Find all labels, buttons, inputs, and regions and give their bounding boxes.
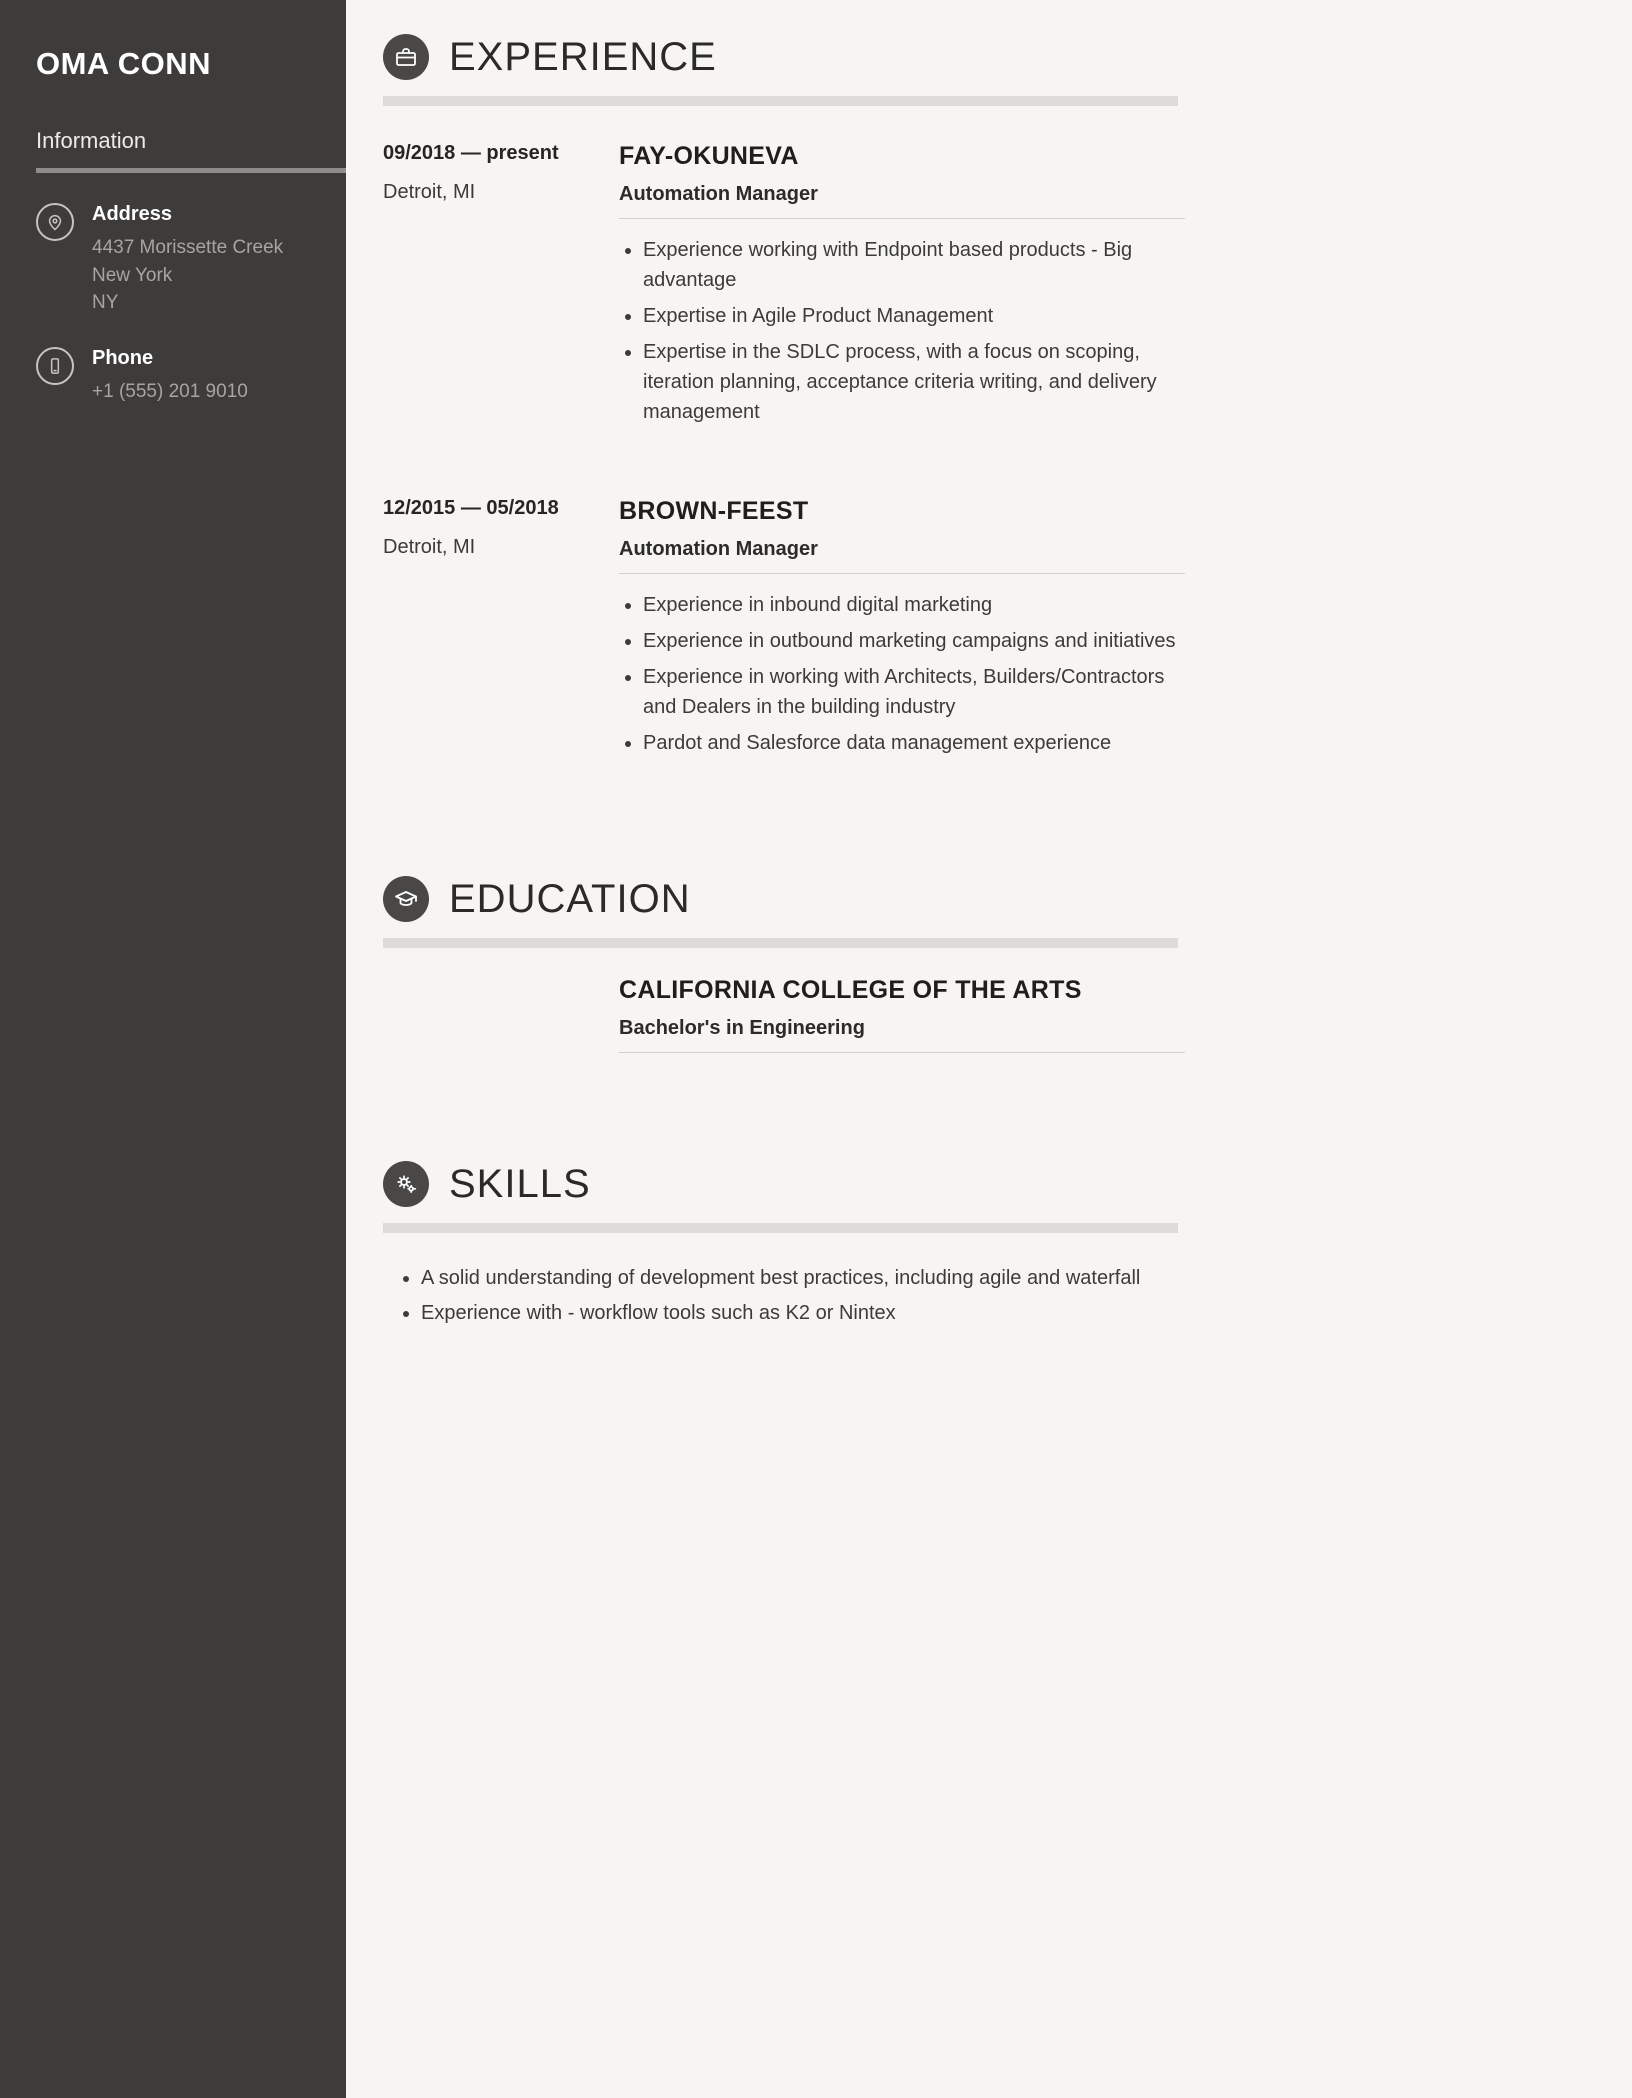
- degree: Bachelor's in Engineering: [619, 1017, 1185, 1053]
- phone-block: [36, 347, 346, 406]
- experience-entry: [383, 497, 1185, 764]
- sidebar: [0, 0, 346, 2098]
- experience-header: [383, 34, 1632, 80]
- job-title: Automation Manager: [619, 538, 1185, 574]
- person-name: OMA CONN: [36, 46, 212, 81]
- entry-details: [619, 142, 1185, 433]
- location-pin-icon: [36, 203, 74, 241]
- address-block: [36, 203, 346, 317]
- experience-entry: [383, 142, 1185, 433]
- entry-meta: [383, 142, 619, 433]
- skills-section: [383, 1161, 1632, 1329]
- bullet-item: • Experience in working with Architects, Builders/Contractors and Dealers in the building industry: [643, 662, 1185, 722]
- mobile-phone-icon: [36, 347, 74, 385]
- bullet-item: • A solid understanding of development best practices, including agile and waterfall: [421, 1263, 1153, 1294]
- phone-label: Phone: [92, 346, 154, 369]
- resume-main: [346, 0, 1632, 2098]
- address-text: [92, 203, 283, 317]
- bullet-item: • Experience working with Endpoint based products - Big advantage: [643, 235, 1185, 295]
- address-line: NY: [92, 292, 119, 314]
- education-header: [383, 876, 1632, 922]
- skills-title: SKILLS: [449, 1161, 591, 1206]
- skills-bullet-list: [383, 1263, 1153, 1329]
- briefcase-icon: [383, 34, 429, 80]
- education-title: EDUCATION: [449, 876, 691, 921]
- entry-meta: [383, 976, 619, 1053]
- phone-value: +1 (555) 201 9010: [92, 380, 248, 402]
- school-name: CALIFORNIA COLLEGE OF THE ARTS: [619, 976, 1082, 1004]
- entry-details: [619, 976, 1185, 1053]
- experience-title: EXPERIENCE: [449, 34, 717, 79]
- education-entry: [383, 976, 1185, 1053]
- address-line: 4437 Morissette Creek: [92, 237, 284, 258]
- information-divider: [36, 168, 346, 173]
- entry-dates: 09/2018 — present: [383, 142, 559, 164]
- bullet-item: • Experience in outbound marketing campaigns and initiatives: [643, 626, 1185, 656]
- company-name: BROWN-FEEST: [619, 497, 809, 525]
- education-divider-bar: [383, 938, 1178, 948]
- phone-text: [92, 347, 248, 406]
- entry-location: Detroit, MI: [383, 536, 476, 558]
- skills-divider-bar: [383, 1223, 1178, 1233]
- entry-location: Detroit, MI: [383, 181, 476, 203]
- entry-details: [619, 497, 1185, 764]
- skills-header: [383, 1161, 1632, 1207]
- bullet-item: • Pardot and Salesforce data management experience: [643, 728, 1185, 758]
- bullet-item: • Experience in inbound digital marketing: [643, 590, 1185, 620]
- address-line: New York: [92, 264, 173, 286]
- entry-meta: [383, 497, 619, 764]
- experience-divider-bar: [383, 96, 1178, 106]
- job-title: Automation Manager: [619, 183, 1185, 219]
- address-label: Address: [92, 203, 173, 225]
- company-name: FAY-OKUNEVA: [619, 142, 799, 170]
- bullet-item: • Experience with - workflow tools such as K2 or Nintex: [421, 1298, 1153, 1329]
- entry-dates: 12/2015 — 05/2018: [383, 497, 559, 519]
- bullet-item: • Expertise in the SDLC process, with a focus on scoping, iteration planning, acceptance criteria writing, and delivery management: [643, 337, 1185, 427]
- graduation-cap-icon: [383, 876, 429, 922]
- education-section: [383, 876, 1632, 1053]
- bullet-item: • Expertise in Agile Product Management: [643, 301, 1185, 331]
- experience-bullet-list: [619, 590, 1185, 758]
- gears-icon: [383, 1161, 429, 1207]
- information-section-title: Information: [36, 128, 147, 153]
- experience-bullet-list: [619, 235, 1185, 427]
- experience-section: [383, 34, 1632, 764]
